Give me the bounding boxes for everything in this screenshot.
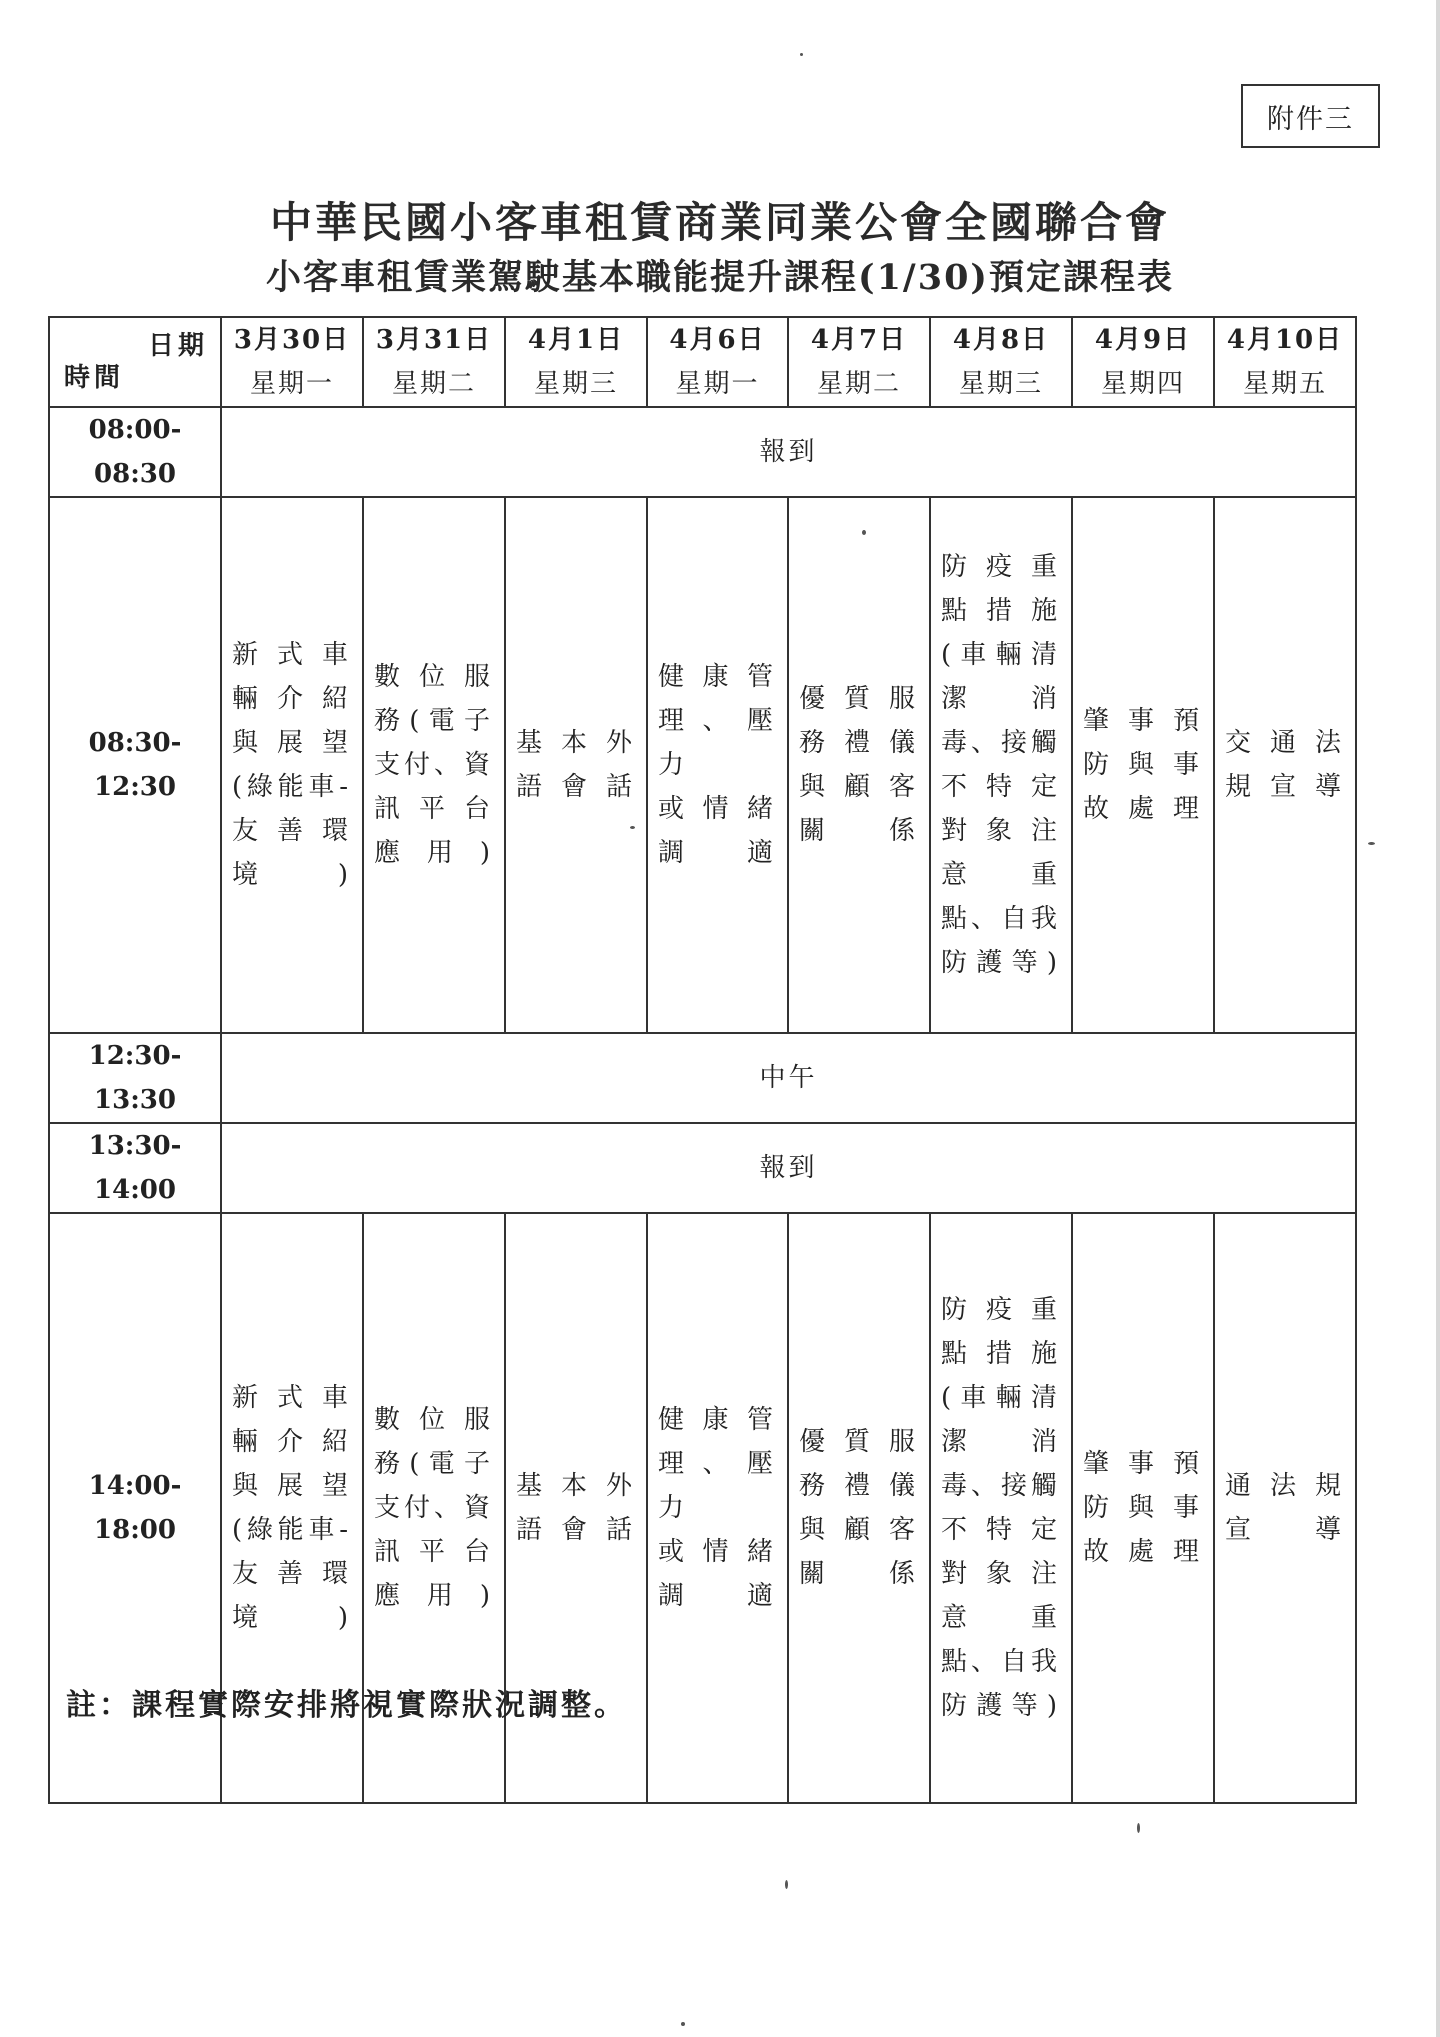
course-line: 潔 消 (941, 684, 1061, 714)
day-weekday: 星期二 (391, 369, 476, 399)
annex-label: 附件三 (1241, 84, 1380, 148)
checkin-afternoon-row (49, 1123, 1356, 1213)
course-line: 友善環 (232, 816, 352, 846)
course-line: 務禮儀 (799, 1471, 919, 1501)
course-line: 支付、資 (374, 750, 495, 780)
day-header (1072, 317, 1214, 407)
course-text (506, 1464, 646, 1552)
page-edge (1436, 0, 1440, 2037)
corner-time-label: 時間 (64, 363, 125, 393)
course-line: 基本外 (516, 728, 636, 758)
course-line: 理、壓力 (658, 706, 777, 780)
course-line: 意 重 (941, 860, 1061, 890)
course-line: 與顧客 (799, 1515, 919, 1545)
course-line: 防與事 (1083, 750, 1203, 780)
course-line: 務(電子 (374, 706, 494, 736)
day-weekday: 星期一 (249, 369, 334, 399)
day-weekday: 星期五 (1242, 369, 1327, 399)
course-text (222, 1376, 362, 1640)
course-line: 訊平台 (374, 794, 494, 824)
course-line: 肇事預 (1083, 706, 1203, 736)
course-cell (788, 497, 930, 1033)
lunch-label: 中午 (221, 1033, 1356, 1123)
course-line: (車輛清 (941, 1383, 1061, 1413)
course-line: 境) (232, 1603, 352, 1633)
course-line: (綠能車- (232, 1515, 352, 1545)
course-cell (221, 497, 363, 1033)
course-line: 交通法 (1225, 728, 1345, 758)
course-line: 務禮儀 (799, 728, 919, 758)
course-line: (綠能車- (232, 772, 352, 802)
course-line: 宣導 (1225, 1515, 1345, 1545)
course-line: 調適 (658, 838, 777, 868)
morning-row (49, 497, 1356, 1033)
course-line: 意 重 (941, 1603, 1061, 1633)
time-slot: 08:30-12:30 (49, 497, 221, 1033)
time-slot: 08:00-08:30 (49, 407, 221, 497)
course-line: 理、壓力 (658, 1449, 777, 1523)
course-line: 點、自我 (941, 1647, 1062, 1677)
course-cell (505, 497, 647, 1033)
course-line: 輛介紹 (232, 1427, 352, 1457)
course-line: 健康管 (658, 662, 777, 692)
course-line: 基本外 (516, 1471, 636, 1501)
course-line: 關係 (799, 816, 919, 846)
day-weekday: 星期三 (533, 369, 618, 399)
day-date: 4月7日 (810, 325, 908, 355)
checkin-label: 報到 (221, 407, 1356, 497)
day-weekday: 星期一 (675, 369, 760, 399)
course-line: 與展望 (232, 1471, 352, 1501)
course-line: 關係 (799, 1559, 919, 1589)
course-cell (363, 497, 505, 1033)
course-line: 點措施 (941, 596, 1061, 626)
course-line: 防護等) (941, 1691, 1061, 1721)
course-text (1215, 1464, 1355, 1552)
course-line: 防與事 (1083, 1493, 1203, 1523)
course-line: 應用) (374, 838, 494, 868)
day-date: 4月10日 (1226, 325, 1344, 355)
course-line: 新式車 (232, 640, 352, 670)
scan-speck (681, 2022, 685, 2026)
course-line: 或情緒 (658, 794, 777, 824)
course-line: 防疫重 (941, 552, 1061, 582)
course-cell (1214, 1213, 1356, 1803)
course-line: 應用) (374, 1581, 494, 1611)
course-line: 故處理 (1083, 794, 1203, 824)
course-line: 不特定 (941, 772, 1061, 802)
day-weekday: 星期四 (1100, 369, 1185, 399)
course-line: 語會話 (516, 772, 636, 802)
course-line: 防護等) (941, 948, 1061, 978)
scan-speck (800, 53, 803, 56)
course-text (789, 1420, 929, 1596)
course-line: 語會話 (516, 1515, 636, 1545)
course-line: 調適 (658, 1581, 777, 1611)
course-text (364, 1398, 504, 1618)
course-text (1073, 1442, 1213, 1574)
course-line: 新式車 (232, 1383, 352, 1413)
course-line: 與顧客 (799, 772, 919, 802)
course-cell (1072, 497, 1214, 1033)
course-line: (車輛清 (941, 640, 1061, 670)
course-text (789, 677, 929, 853)
time-slot: 14:00-18:00 (49, 1213, 221, 1803)
course-cell (647, 1213, 788, 1803)
course-text (1215, 721, 1355, 809)
corner-cell (49, 317, 221, 407)
course-cell (930, 1213, 1072, 1803)
scan-speck (1368, 842, 1375, 845)
scan-speck (1137, 1823, 1140, 1833)
course-text (648, 655, 787, 875)
day-header (363, 317, 505, 407)
day-date: 4月9日 (1094, 325, 1192, 355)
schedule-table (48, 316, 1357, 1804)
course-cell (1214, 497, 1356, 1033)
day-date: 4月6日 (669, 325, 766, 355)
checkin-label: 報到 (221, 1123, 1356, 1213)
day-date: 4月8日 (952, 325, 1050, 355)
course-line: 毒、接觸 (941, 728, 1062, 758)
course-line: 對象注 (941, 1559, 1061, 1589)
course-cell (788, 1213, 930, 1803)
course-line: 潔 消 (941, 1427, 1061, 1457)
day-date: 3月31日 (375, 325, 493, 355)
scan-speck (862, 530, 866, 535)
footnote: 註：課程實際安排將視實際狀況調整。 (66, 1688, 627, 1723)
course-line: 健康管 (658, 1405, 777, 1435)
course-line: 故處理 (1083, 1537, 1203, 1567)
time-slot: 12:30-13:30 (49, 1033, 221, 1123)
course-text (364, 655, 504, 875)
course-line: 優質服 (799, 1427, 919, 1457)
course-line: 輛介紹 (232, 684, 352, 714)
day-date: 4月1日 (527, 325, 625, 355)
course-line: 數位服 (374, 1405, 494, 1435)
course-line: 不特定 (941, 1515, 1061, 1545)
course-line: 境) (232, 860, 352, 890)
course-line: 支付、資 (374, 1493, 495, 1523)
course-line: 對象注 (941, 816, 1061, 846)
title-organization: 中華民國小客車租賃商業同業公會全國聯合會 (269, 198, 1170, 247)
course-line: 肇事預 (1083, 1449, 1203, 1479)
course-line: 防疫重 (941, 1295, 1061, 1325)
day-header (221, 317, 363, 407)
course-line: 數位服 (374, 662, 494, 692)
course-line: 訊平台 (374, 1537, 494, 1567)
header-row (49, 317, 1356, 407)
course-line: 優質服 (799, 684, 919, 714)
course-text (931, 545, 1071, 985)
checkin-morning-row (49, 407, 1356, 497)
course-text (222, 633, 362, 897)
course-cell (647, 497, 788, 1033)
course-line: 點措施 (941, 1339, 1061, 1369)
course-text (931, 1288, 1071, 1728)
time-slot: 13:30-14:00 (49, 1123, 221, 1213)
course-text (1073, 699, 1213, 831)
day-header (930, 317, 1072, 407)
day-header (1214, 317, 1356, 407)
course-line: 規宣導 (1225, 772, 1345, 802)
course-line: 友善環 (232, 1559, 352, 1589)
day-header (647, 317, 788, 407)
day-weekday: 星期二 (816, 369, 901, 399)
course-line: 毒、接觸 (941, 1471, 1062, 1501)
course-line: 或情緒 (658, 1537, 777, 1567)
course-line: 點、自我 (941, 904, 1062, 934)
course-text (506, 721, 646, 809)
course-line: 與展望 (232, 728, 352, 758)
title-course-schedule: 小客車租賃業駕駛基本職能提升課程(1/30)預定課程表 (266, 257, 1174, 298)
lunch-row (49, 1033, 1356, 1123)
scan-speck (785, 1880, 788, 1889)
course-cell (1072, 1213, 1214, 1803)
course-line: 務(電子 (374, 1449, 494, 1479)
scan-speck (630, 826, 635, 829)
day-date: 3月30日 (233, 325, 351, 355)
course-line: 通法規 (1225, 1471, 1345, 1501)
day-weekday: 星期三 (958, 369, 1043, 399)
course-text (648, 1398, 787, 1618)
corner-date-label: 日期 (147, 331, 208, 361)
course-cell (930, 497, 1072, 1033)
day-header (788, 317, 930, 407)
day-header (505, 317, 647, 407)
